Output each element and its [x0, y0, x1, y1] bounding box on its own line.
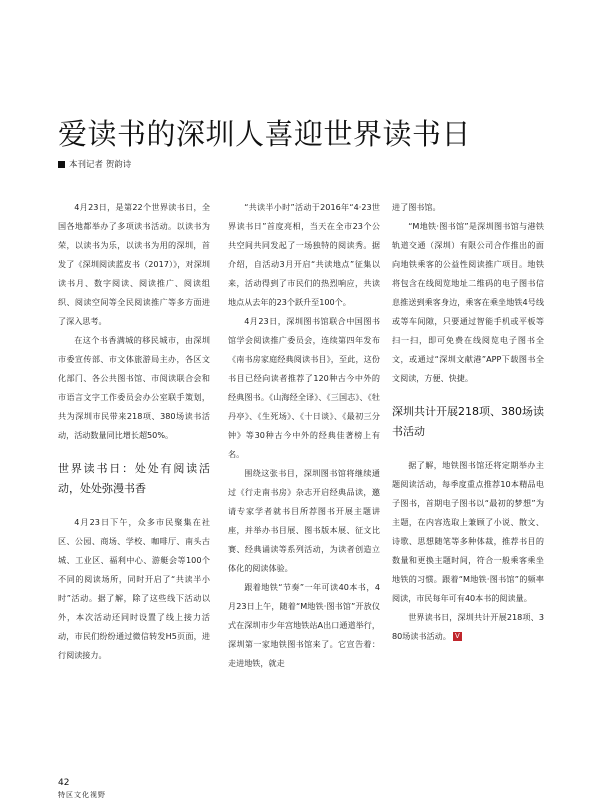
page-number: 42 — [58, 778, 70, 788]
paragraph: 跟着地铁“节奏”一年可读40本书，4月23日上午，随着“M地铁·图书馆”开放仪式在深圳市少年宫地铁站A出口通道举行，深圳第一家地铁图书馆来了。它宣告着：走进地铁，就走 — [228, 582, 380, 668]
magazine-name: 特区文化视野 — [58, 791, 106, 799]
paragraph — [392, 608, 544, 646]
paragraph: 在这个书香满城的移民城市，由深圳市委宣传部、市文体旅游局主办，各区文化部门、各公共图书馆、市阅读联合会和市语言文字工作委员会办公室联手策划，共为深圳市民带来218项、380场读书活动，活动数量同比增长超50%。 — [58, 335, 210, 440]
paragraph: 4月23日，深圳图书馆联合中国图书馆学会阅读推广委员会，连续第四年发布《南书房家庭经典阅读书目》，至此，这份书目已经向读者推荐了120种古今中外的经典图书。《山海经全译》、《三国志》、《牡丹亭》、《生死场》、《十日谈》、《最初三分钟》等30种古今中外的经典佳著榜上有名。 — [228, 316, 380, 459]
column-2 — [228, 198, 380, 673]
paragraph: 据了解，地铁图书馆还将定期举办主题阅读活动，每季度重点推荐10本精品电子图书，首期电子图书以“最初的梦想”为主题，在内容选取上兼顾了小说、散文、诗歌、思想随笔等多种体裁，推荐书目的数量和更换主题时间，符合一般乘客乘坐地铁的习惯。跟着“M地铁·图书馆”的频率阅读，市民每年可有40本书的阅读量。 — [392, 460, 544, 603]
article-title: 爱读书的深圳人喜迎世界读书日 — [58, 117, 472, 151]
byline — [58, 158, 131, 170]
end-mark-icon: V — [453, 632, 462, 641]
column-1 — [58, 198, 210, 665]
paragraph: “M地铁·图书馆”是深圳图书馆与港铁轨道交通（深圳）有限公司合作推出的面向地铁乘客的公益性阅读推广项目。地铁将包含在线阅览地址二维码的电子图书信息推送到乘客身边，乘客在乘坐地铁4号线或等车间隙，只要通过智能手机或平板等扫一扫，即可免费在线阅览电子图书全文，或通过“深圳文献港”APP下载图书全文阅读，方便、快捷。 — [392, 221, 544, 383]
paragraph: 4月23日，是第22个世界读书日，全国各地都举办了多项读书活动。以读书为荣，以读书为乐，以读书为用的深圳，首发了《深圳阅读蓝皮书（2017）》，对深圳读书月、数字阅读、阅读推广、阅读组织、阅读空间等全民阅读推广等多方面进了深入思考。 — [58, 202, 210, 326]
paragraph: 围绕这张书目，深圳图书馆将继续通过《行走南书房》杂志开启经典品读，邀请专家学者就书目所荐图书开展主题讲座，并举办书目展、图书版本展、征文比赛、经典诵读等系列活动，为读者创造立体化的阅读体验。 — [228, 468, 380, 573]
paragraph: 4月23日下午，众多市民聚集在社区、公园、商场、学校、咖啡厅、南头古城、工业区、福利中心、游艇会等100个不同的阅读场所，同时开启了“共读半小时”活动。据了解，除了这些线下活动以外，本次活动还同时设置了线上接力活动，市民们纷纷通过微信转发H5页面，进行阅读接力。 — [58, 517, 210, 660]
byline-square-icon — [58, 161, 65, 168]
column-3 — [392, 198, 544, 646]
section-heading: 深圳共计开展218项、380场读书活动 — [392, 405, 544, 438]
closing-sentence: 世界读书日，深圳共计开展218项、380场读书活动。 — [392, 612, 544, 641]
section-heading: 世界读书日：处处有阅读活动，处处弥漫书香 — [58, 462, 210, 495]
paragraph: “共读半小时”活动于2016年“4·23世界读书日”首度亮相，当天在全市23个公共空间共同发起了一场独特的阅读秀。据介绍，自活动3月开启“共读地点”征集以来，活动得到了市民们的热烈响应，共读地点从去年的23个跃升至100个。 — [228, 202, 380, 307]
byline-text: 本刊记者 贺韵诗 — [69, 160, 132, 170]
paragraph: 进了图书馆。 — [392, 202, 441, 212]
